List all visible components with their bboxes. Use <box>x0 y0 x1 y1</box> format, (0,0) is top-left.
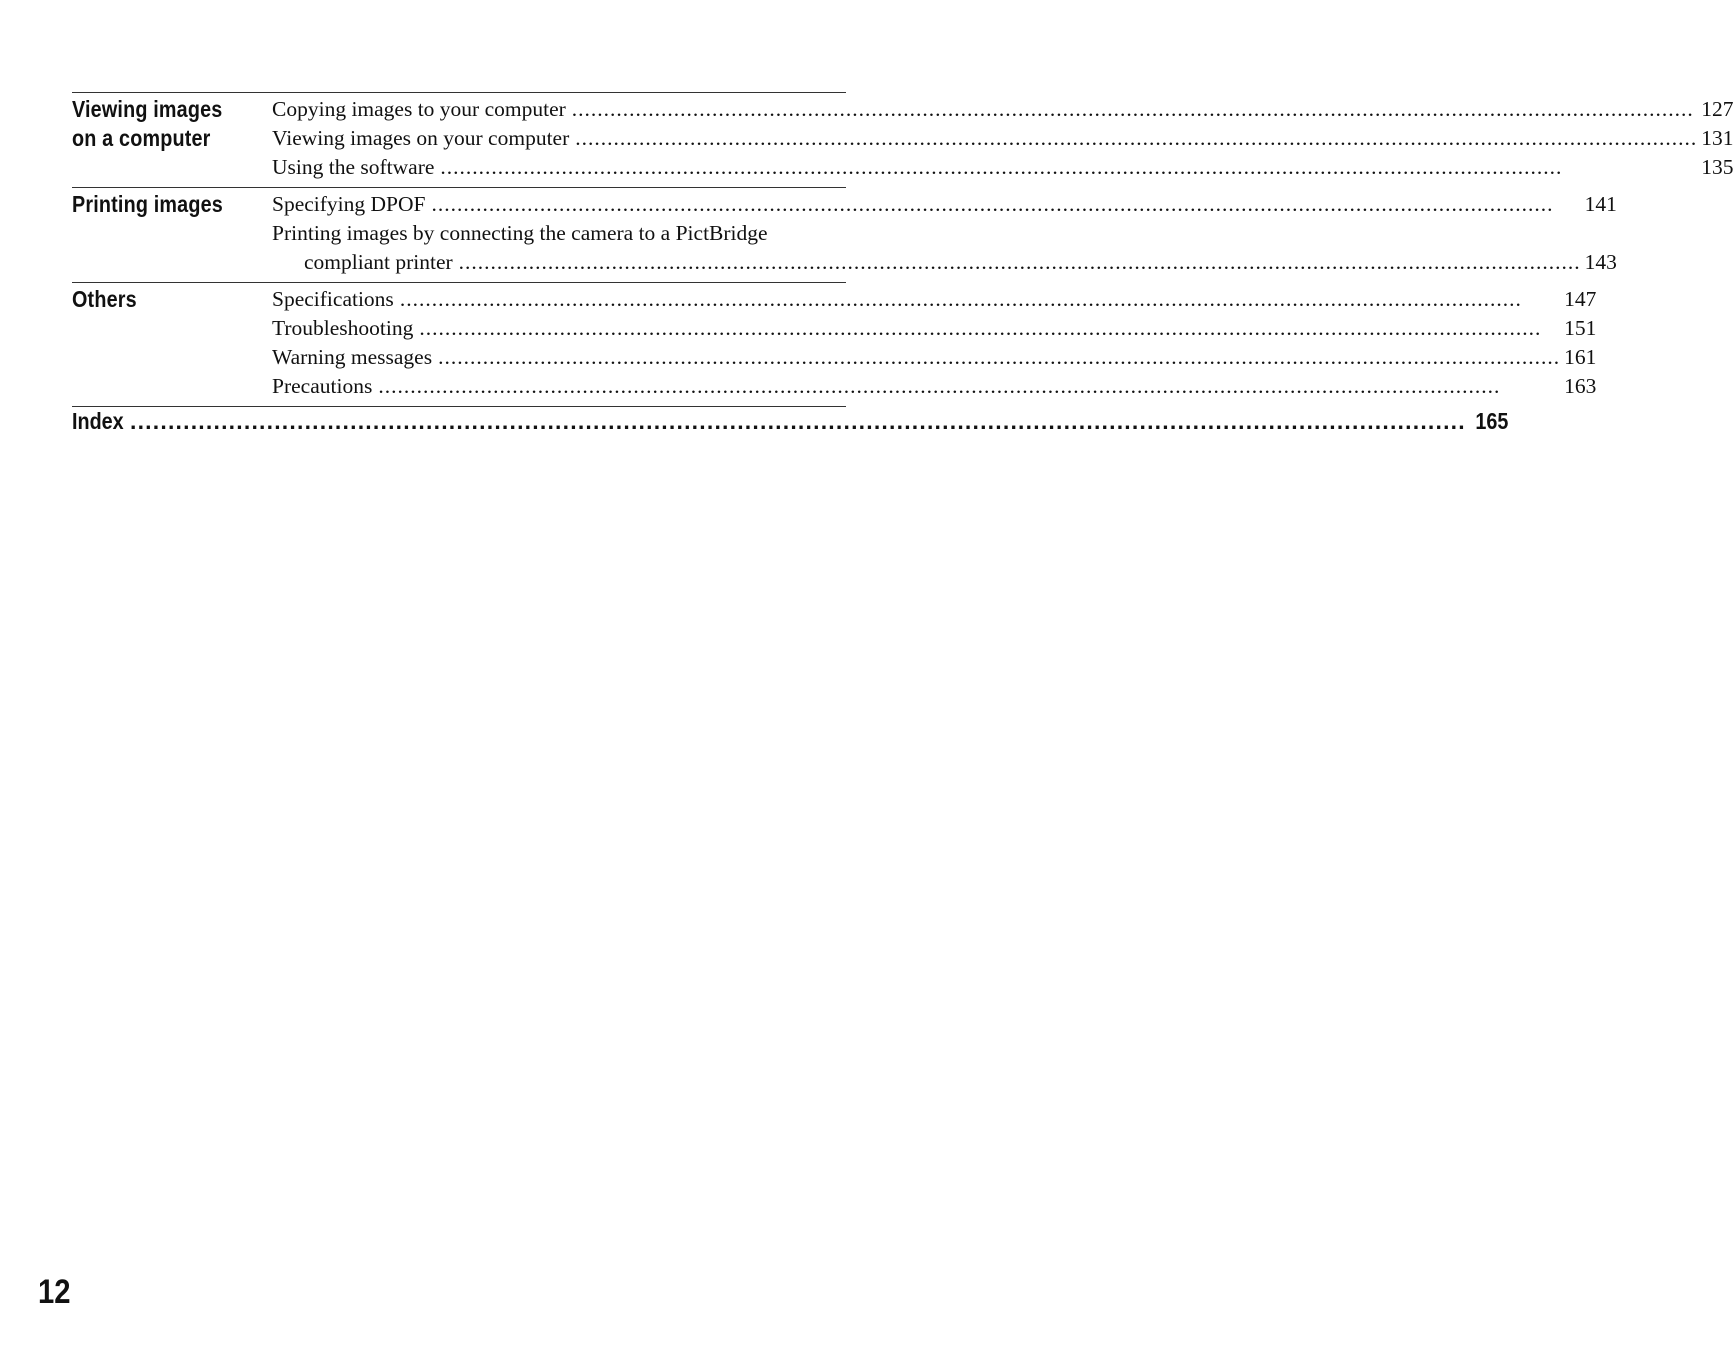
toc-entry[interactable] <box>272 95 1734 124</box>
toc-entry[interactable] <box>272 343 1596 372</box>
dot-leader <box>575 124 1697 153</box>
section-entries <box>272 285 1596 401</box>
toc-entry[interactable] <box>272 190 1617 219</box>
toc-entry[interactable] <box>272 372 1596 401</box>
dot-leader <box>378 372 1560 401</box>
dot-leader <box>419 314 1560 343</box>
toc-entry[interactable] <box>272 219 1617 277</box>
section-title <box>72 95 244 182</box>
toc-entry[interactable] <box>272 153 1734 182</box>
section-title-line: Printing images <box>72 191 223 217</box>
dot-leader <box>130 407 1466 436</box>
toc-entry-page: 141 <box>1584 192 1617 216</box>
toc-entry-label: Precautions <box>272 374 373 398</box>
page-number: 12 <box>38 1273 71 1311</box>
section-title-line: on a computer <box>72 125 211 151</box>
section-title-line: Viewing images <box>72 96 223 122</box>
toc-entry[interactable] <box>272 285 1596 314</box>
toc-index-entry[interactable] <box>72 406 1509 436</box>
toc-entry-label: Specifying DPOF <box>272 192 426 216</box>
section-title-line: Others <box>72 286 137 312</box>
toc-entry-page: 147 <box>1564 287 1597 311</box>
table-of-contents <box>72 92 1734 436</box>
section-title <box>72 190 244 277</box>
toc-entry-label: Troubleshooting <box>272 316 414 340</box>
dot-leader <box>440 153 1697 182</box>
toc-section-printing-images <box>72 187 1617 282</box>
toc-entry[interactable] <box>272 314 1596 343</box>
toc-entry-label: Printing images by connecting the camera to a PictBridge <box>272 221 768 245</box>
section-title <box>72 285 244 401</box>
dot-leader <box>459 248 1581 277</box>
toc-entry-page: 143 <box>1584 250 1617 274</box>
section-entries <box>272 95 1734 182</box>
dot-leader <box>432 190 1581 219</box>
toc-entry-label: Warning messages <box>272 345 433 369</box>
toc-entry-page: 127 <box>1701 97 1734 121</box>
dot-leader <box>400 285 1560 314</box>
toc-entry-page: 151 <box>1564 316 1597 340</box>
dot-leader <box>438 343 1560 372</box>
toc-entry-label: Viewing images on your computer <box>272 126 570 150</box>
toc-entry-page: 163 <box>1564 374 1597 398</box>
index-page: 165 <box>1475 408 1509 434</box>
toc-entry-page: 131 <box>1701 126 1734 150</box>
toc-section-viewing-images <box>72 92 1734 187</box>
toc-entry-label-continued: compliant printer <box>304 250 453 274</box>
index-label: Index <box>72 408 124 434</box>
toc-entry-label: Specifications <box>272 287 394 311</box>
toc-entry-label: Using the software <box>272 155 435 179</box>
toc-entry-page: 161 <box>1564 345 1597 369</box>
toc-section-others <box>72 282 1597 406</box>
section-entries <box>272 190 1617 277</box>
toc-entry[interactable] <box>272 124 1734 153</box>
dot-leader <box>572 95 1697 124</box>
toc-entry-page: 135 <box>1701 155 1734 179</box>
toc-entry-label: Copying images to your computer <box>272 97 566 121</box>
